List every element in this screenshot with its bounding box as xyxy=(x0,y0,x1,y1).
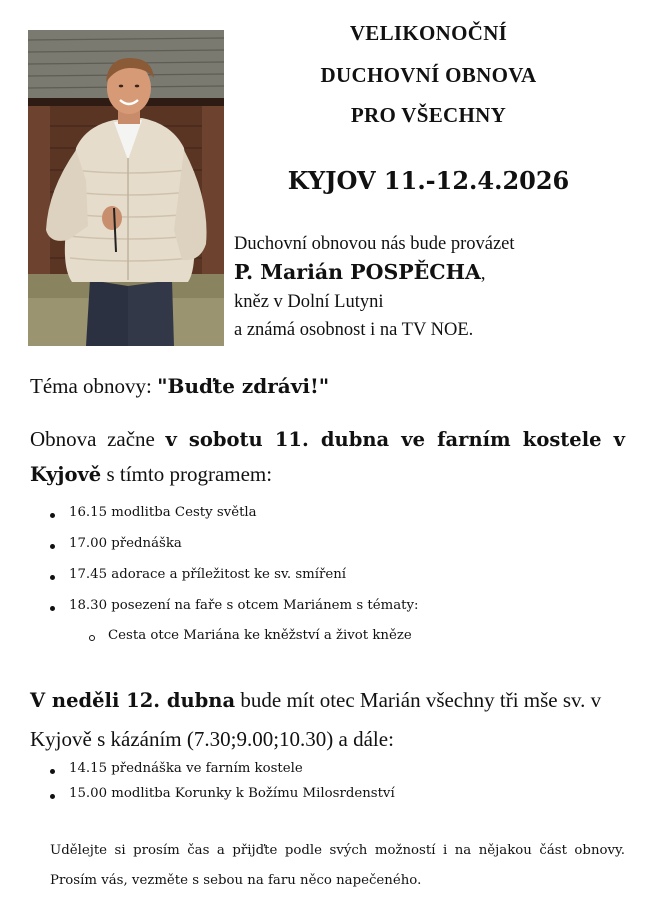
sunday-text: bude mít otec Marián všechny tři mše sv. v Kyjově s kázáním (7.30;9.00;10.30) a dále: xyxy=(30,688,602,751)
sunday-intro xyxy=(30,681,630,758)
saturday-bold: v sobotu 11. dubna ve farním kostele v Kyjově xyxy=(30,428,625,486)
event-date-location: KYJOV 11.-12.4.2026 xyxy=(287,166,570,195)
saturday-prefix: Obnova začne xyxy=(30,427,166,451)
portrait-photo xyxy=(28,30,224,346)
theme-line xyxy=(30,374,329,399)
saturday-intro xyxy=(30,422,625,492)
title-line-2: DUCHOVNÍ OBNOVA xyxy=(320,63,537,87)
title-line-3: PRO VŠECHNY xyxy=(350,103,507,127)
closing-note: Udělejte si prosím čas a přijďte podle svých možností i na nějakou část obnovy. Prosím vás, vezměte s sebou na faru něco napečeného. xyxy=(50,843,625,888)
sunday-bold: V neděli 12. dubna xyxy=(30,689,236,712)
intro-line-3: kněz v Dolní Lutyni xyxy=(234,292,384,312)
theme-value: "Buďte zdrávi!" xyxy=(157,374,330,398)
intro-line-4: a známá osobnost i na TV NOE. xyxy=(234,320,474,340)
intro-name-line xyxy=(234,258,634,288)
saturday-suffix: s tímto programem: xyxy=(101,462,273,486)
intro-line-1: Duchovní obnovou nás bude provázet xyxy=(234,234,515,254)
speaker-name: P. Marián POSPĚCHA xyxy=(234,260,481,284)
event-title xyxy=(236,0,621,140)
speaker-intro xyxy=(234,230,634,344)
title-line-1: VELIKONOČNÍ xyxy=(349,21,508,45)
speaker-name-suffix: , xyxy=(480,264,486,284)
theme-label: Téma obnovy: xyxy=(30,374,158,398)
